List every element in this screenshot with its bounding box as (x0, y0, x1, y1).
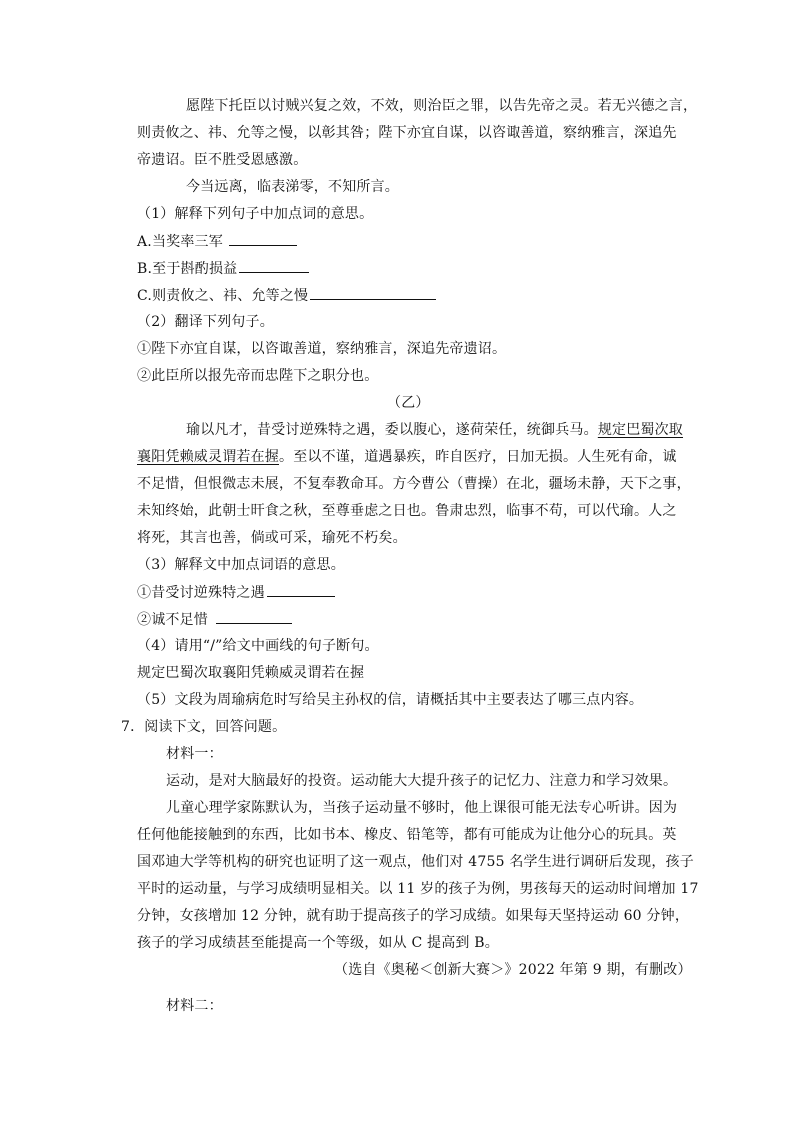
question-4-sentence: 规定巴蜀次取襄阳凭赖威灵谓若在握 (137, 665, 365, 681)
question-1: （1）解释下列句子中加点词的意思。 (137, 206, 374, 222)
material-1-para-2-line-5: 分钟，女孩增加 12 分钟，就有助于提高孩子的学习成绩。如果每天坚持运动 60 分钟， (137, 908, 690, 924)
answer-blank (310, 285, 436, 300)
question-7-title: 7．阅读下文，回答问题。 (121, 719, 287, 735)
question-3: （3）解释文中加点词语的意思。 (137, 557, 345, 573)
passage-yi-line-2 (137, 447, 677, 467)
question-4: （4）请用“/”给文中画线的句子断句。 (137, 638, 379, 654)
question-1a (137, 231, 297, 252)
material-2-label: 材料二： (166, 998, 223, 1014)
passage-jia-line-2: 则责攸之、祎、允等之慢，以彰其咎；陛下亦宜自谋，以咨诹善道，察纳雅言，深追先 (137, 125, 677, 141)
material-1-label: 材料一： (166, 746, 223, 762)
question-3-item-2-text: ②诚不足惜 (137, 612, 208, 628)
answer-blank (216, 609, 292, 624)
question-1c-text: C.则责攸之、祎、允等之慢 (137, 288, 309, 304)
question-2-item-1: ①陛下亦宜自谋，以咨诹善道，察纳雅言，深追先帝遗诏。 (137, 341, 507, 357)
question-3-item-1-text: ①昔受讨逆殊特之遇 (137, 585, 265, 601)
passage-jia-line-4: 今当远离，临表涕零，不知所言。 (186, 179, 399, 195)
underlined-sentence: 襄阳凭赖威灵谓若在握 (137, 449, 279, 465)
passage-yi-line-4: 未知终始，此朝士旰食之秋，至尊垂虑之日也。鲁肃忠烈，临事不苟，可以代瑜。人之 (137, 503, 677, 519)
passage-yi-line-5: 将死，其言也善，倘或可采，瑜死不朽矣。 (137, 530, 407, 546)
question-1b-text: B.至于斟酌损益 (137, 261, 238, 277)
question-3-item-2 (137, 609, 292, 630)
passage-yi-text: 瑜以凡才，昔受讨逆殊特之遇，委以腹心，遂荷荣任，统御兵马。 (186, 422, 598, 438)
material-1-para-2-line-2: 任何他能接触到的东西，比如书本、橡皮、铅笔等，都有可能成为让他分心的玩具。英 (137, 827, 677, 843)
passage-jia-line-1: 愿陛下托臣以讨贼兴复之效，不效，则治臣之罪，以告先帝之灵。若无兴德之言， (186, 98, 698, 114)
passage-yi-line-1 (186, 420, 683, 440)
question-1b (137, 258, 309, 279)
material-1-para-2-line-1: 儿童心理学家陈默认为，当孩子运动量不够时，他上课很可能无法专心听讲。因为 (166, 800, 678, 816)
material-1-para-1: 运动，是对大脑最好的投资。运动能大大提升孩子的记忆力、注意力和学习效果。 (166, 773, 678, 789)
passage-jia-line-3: 帝遗诏。臣不胜受恩感激。 (137, 152, 308, 168)
question-2: （2）翻译下列句子。 (137, 314, 274, 330)
passage-yi-line-3: 不足惜，但恨微志未展，不复奉教命耳。方今曹公（曹操）在北，疆场未静，天下之事， (137, 476, 691, 492)
material-1-para-2-line-6: 孩子的学习成绩甚至能提高一个等级，如从 C 提高到 B。 (137, 935, 499, 951)
answer-blank (239, 258, 309, 273)
question-1c (137, 285, 436, 306)
material-1-source: （选自《奥秘＜创新大赛＞》2022 年第 9 期，有删改） (334, 962, 692, 978)
underlined-sentence: 规定巴蜀次取 (597, 422, 684, 438)
question-1a-text: A.当奖率三军 (137, 234, 223, 250)
answer-blank (229, 231, 297, 246)
material-1-para-2-line-3: 国邓迪大学等机构的研究也证明了这一观点，他们对 4755 名学生进行调研后发现，孩子 (137, 854, 694, 870)
question-2-item-2: ②此臣所以报先帝而忠陛下之职分也。 (137, 368, 379, 384)
passage-yi-text: 。至以不谨，道遇暴疾，昨自医疗，日加无损。人生死有命，诚 (279, 449, 677, 465)
passage-yi-heading: （乙） (387, 395, 430, 411)
answer-blank (267, 582, 335, 597)
question-5: （5）文段为周瑜病危时写给吴主孙权的信，请概括其中主要表达了哪三点内容。 (137, 692, 644, 708)
material-1-para-2-line-4: 平时的运动量，与学习成绩明显相关。以 11 岁的孩子为例，男孩每天的运动时间增加 17 (137, 881, 699, 897)
question-3-item-1 (137, 582, 335, 603)
